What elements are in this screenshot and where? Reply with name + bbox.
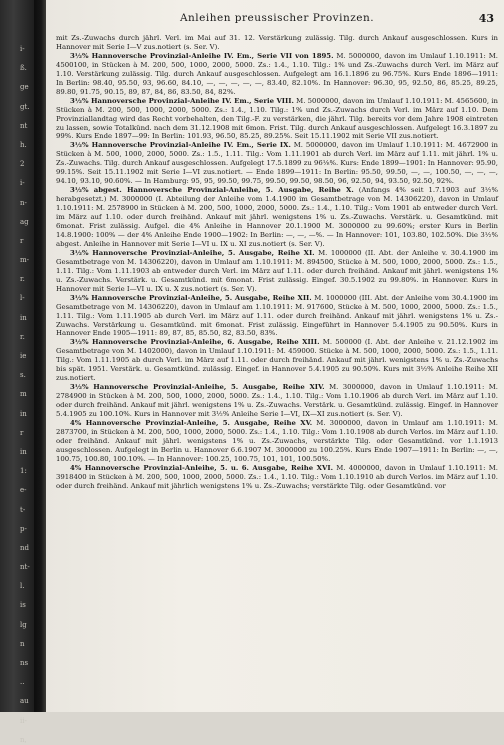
loan-entry [56, 97, 498, 142]
body-text [56, 34, 498, 712]
edge-fragment: in [20, 313, 27, 322]
loan-details: M. 5000000, davon im Umlauf 1.10.1911: M. 4672900 in Stücken à M. 500, 1000, 2000, 5000. Zs.: 1.5., 1.11. Tilg.: Vom 1.11.1901 ab durch Verl. im März auf 1.11. mit jährl. 1% u. Zs.-Zuwachs. Tilg. durch Ankauf ausgeschlossen. Aufgelegt 17.5.1899 zu 96⅛%. Kurs: Ende 1899—1901: In Hannover: 95.90, 99.15%. Seit 15.11.1902 mit Serie I—VI zus.notiert. — Ende 1899—1911: In Berlin: 95.50, 99.50, —, —, 100.50, —, —, —, 94.10, 93.10, 90.60%. — In Hamburg: 95, 95, 99.50, 99.75, 99.50, 99.50, 98.50, 96, 92.50, 94, 93.50, 92.50, 92%. [56, 141, 498, 186]
book-gutter [34, 0, 46, 712]
edge-fragment: l. [20, 582, 25, 591]
continuation-paragraph [56, 34, 498, 52]
edge-fragment: ns [20, 659, 29, 667]
edge-fragment: p- [20, 524, 27, 533]
loan-details: M. 500000 (I. Abt. der Anleihe v. 21.12.1902 im Gesamtbetrage von M. 1402000), davon in Umlauf 1.10.1911: M. 459000. Stücke à M. 500, 1000, 2000, 5000. Zs.: 1.5., 1.11. Tilg.: Vom 1.11.1905 ab durch Verl. im März auf 1.11. oder durch freihänd. Ankauf mit jährl. wenigstens 1% u. Zs.-Zuwachs bis spät. 1951. Verstärk. u. Gesamtkünd. zulässig. Eingef. in Hannover 5.4.1905 zu 90.50%. Kurs mit 3½% Anleihe Reihe XII zus.notiert. [56, 338, 498, 383]
page-number: 43 [478, 12, 494, 25]
edge-fragment: i- [20, 179, 25, 188]
edge-fragment: in [20, 447, 27, 456]
loan-heading: 3½% Hannoversche Provinzial-Anleihe, 5. Ausgabe, Reihe XI. [70, 248, 315, 257]
loan-heading: 3½% Hannoversche Provinzial-Anleihe, 5. Ausgabe, Reihe XII. [70, 293, 312, 302]
edge-fragment: in [20, 409, 27, 418]
edge-fragment: ii- [20, 716, 27, 725]
loan-entry [56, 464, 498, 491]
edge-fragment: e- [20, 486, 27, 495]
loan-details: M. 1000000 (III. Abt. der Anleihe vom 30.4.1900 im Gesamtbetrage von M. 14306220), davon in Umlauf am 1.10.1911: M. 917600, Stücke à M. 500, 1000, 2000, 5000. Zs.: 1.5., 1.11. Tilg.: Vom 1.11.1905 ab durch Verl. im März auf 1.11. oder durch freihänd. Ankauf mit jährl. wenigstens 1% u. Zs.-Zuwachs. Verstärkung u. Gesamtkünd. mit 6monat. Frist zulässig. Eingeführt in Hannover 5.4.1905 zu 90.50%. Kurs in Hannover Ende 1905—1911: 89, 87, 85, 85.50, 82, 83.50, 83%. [56, 293, 498, 338]
facing-page-edge-text [0, 0, 34, 744]
loan-heading: 4% Hannoversche Provinzial-Anleihe, 5. Ausgabe, Reihe XV. [70, 418, 313, 427]
edge-fragment: nt- [20, 563, 30, 572]
edge-fragment: m- [20, 256, 30, 265]
edge-fragment: nt [20, 121, 28, 130]
edge-fragment: is [20, 601, 26, 610]
loan-heading: 3½% Hannoversche Provinzial-Anleihe, 6. Ausgabe, Reihe XIII. [70, 338, 320, 347]
loan-details: M. 3000000, davon in Umlauf 1.10.1911: M. 2784900 in Stücken à M. 200, 500, 1000, 2000, 5000. Zs.: 1.4., 1.10. Tilg.: Vom 1.10.1906 ab durch Verl. im März auf 1.10. oder durch freihänd. Ankauf mit jährl. wenigstens 1% u. Zs.-Zuwachs. Verstärk. u. Gesamtkünd. zulässig. Eingef. in Hannover 5.4.1905 zu 100.10%. Kurs in Hannover mit 3½% Anleihe Serie I—VI, IX—XI zus.notiert (s. Ser. V). [56, 383, 498, 419]
loan-details: mit Zs.-Zuwachs durch jährl. Verl. im Mai auf 31. 12. Verstärkung zulässig. Tilg. durch Ankauf ausgeschlossen. Kurs in Hannover mit Serie I—V zus.notiert (s. Ser. V). [56, 34, 498, 51]
loan-entry [56, 338, 498, 383]
edge-fragment: lg [20, 620, 27, 629]
loan-details: M. 3000000, davon in Umlauf am 1.10.1911: M. 2873700, in Stücken à M. 200, 500, 1000, 2000, 5000. Zs.: 1.4., 1.10. Tilg.: Vom 1.10.1908 ab durch Verlos. im März auf 1.10. oder freihänd. Ankauf mit jährl. wenigstens 1% u. Zs.-Zuwachs, verstärkte Tilg. oder Gesamtkünd. vor 1.1.1913 ausgeschlossen. Aufgelegt in Berlin u. Hannover 6.6.1907 M. 3000000 zu 100.25%. Kurs Ende 1907—1911: In Berlin: —, —, 100.75, 100.80, 100.10%. — In Hannover: 100.25, 100.75, 101, 101, 100.50%. [56, 418, 498, 463]
edge-fragment: au [20, 697, 29, 706]
edge-fragment: ß. [20, 64, 27, 73]
loan-heading: 3½% Hannoversche Provinzial-Anleihe IV. Em., Serie VII von 1895. [70, 51, 334, 60]
loan-details: (Anfangs 4% seit 1.7.1903 auf 3½% herabgesetzt.) M. 3000000 (I. Abteilung der Anleihe vom 1.4.1900 im Gesamtbetrage von M. 14306220), davon in Umlauf 1.10.1911: M. 2578900 in Stücken à M. 200, 500, 1000, 2000, 5000. Zs.: 1.4., 1.10. Tilg.: Vom 1901 ab entweder durch Verl. im März auf 1.10. oder durch freihänd. Ankauf mit jährl. wenigstens 1% u. Zs.-Zuwachs. Verstärk. u. Gesamtkünd. mit 6monat. Frist zulässig. Aufgel. die 4% Anleihe in Hannover 20.1.1900 M. 3000000 zu 99.60%; erster Kurs in Berlin 14.8.1900: 100% — der 4% Anleihe Ende 1900—1902: In Berlin: —, —, —%. — In Hannover: 101, 103.80, 102.50%. Die 3½% abgest. Anleihe in Hannover mit Serie I—VI u. IX u. XI zus.notiert (s. Ser. V). [56, 186, 498, 248]
edge-fragment: m [20, 390, 27, 399]
edge-fragment: s. [20, 371, 26, 380]
loan-heading: 3½% Hannoversche Provinzial-Anleihe IV. Em., Serie VIII. [70, 96, 294, 105]
running-head [58, 12, 496, 26]
edge-fragment: h. [20, 140, 27, 149]
edge-fragment: n- [20, 198, 27, 207]
loan-entry [56, 52, 498, 97]
edge-fragment: r [20, 236, 24, 245]
edge-fragment: t- [20, 505, 26, 514]
loan-entry [56, 141, 498, 186]
loan-heading: 3½% Hannoversche Provinzial-Anleihe, 5. Ausgabe, Reihe XIV. [70, 383, 325, 392]
edge-fragment: 2 [20, 160, 25, 169]
loan-details: M. 5000000, davon im Umlauf 1.10.1911: M. 4500100, in Stücken à M. 200, 500, 1000, 2000, 5000. Zs.: 1.4., 1.10. Tilg.: 1% und Zs.-Zuwachs durch Verl. im März auf 1.10. Verstärkung zulässig. Tilg. durch Ankauf ausgeschlossen. Aufgelegt am 16.1.1896 zu 96.75%. Kurs Ende 1896—1911: In Berlin: 98.40, 95.50, 93, 96.60, 84.10, —, —, —, —, —, 83.40, 82.10%. In Hannover: 96.30, 95, 92.50, 86, 85.25, 89.25, 89.80, 91.75, 90.15, 89, 87, 84, 86, 83.50, 84, 82%. [56, 51, 499, 96]
edge-fragment: r. [20, 275, 25, 284]
edge-fragment: r [20, 428, 24, 437]
loan-entry [56, 383, 498, 419]
loan-entry [56, 186, 498, 249]
edge-fragment: ge [20, 83, 29, 92]
loan-details: M. 1000000 (II. Abt. der Anleihe v. 30.4.1900 im Gesamtbetrage von M. 14306220), davon in Umlauf am 1.10.1911: M. 894500, Stücke à M. 500, 1000, 2000, 5000. Zs.: 1.5., 1.11. Tilg.: Vom 1.11.1903 ab entweder durch Verl. im März auf 1.11. oder durch freihänd. Ankauf mit jährl. wenigstens 1% u. Zs.-Zuwachs. Verstärk. u. Gesamtkünd. mit 6monat. Frist zulässig. Eingef. 30.5.1902 zu 99.80%. in Hannover. Kurs in Hannover mit Serie I—VI u. IX u. X zus.notiert (s. Ser. V). [56, 248, 498, 293]
loan-heading: 3½% Hannoversche Provinzial-Anleihe IV. Em., Serie IX. [70, 141, 291, 150]
loan-heading: 3½% abgest. Hannoversche Provinzial-Anleihe, 5. Ausgabe, Reihe X. [70, 186, 354, 195]
edge-fragment: ie [20, 352, 27, 360]
edge-fragment: nd [20, 543, 29, 552]
edge-fragment: gt. [20, 102, 30, 111]
header-title: Anleihen preussischer Provinzen. [179, 12, 375, 24]
edge-fragment: 1: [20, 467, 27, 476]
loan-entry [56, 294, 498, 339]
loan-entry [56, 419, 498, 464]
loan-heading: 4% Hannoversche Provinzial-Anleihe, 5. u. 6. Ausgabe, Reihe XVI. [70, 463, 333, 472]
edge-fragment: r. [20, 332, 25, 341]
edge-fragment: l- [20, 294, 25, 303]
edge-fragment: i- [20, 45, 25, 53]
edge-fragment: n [20, 639, 25, 648]
loan-details: M. 5000000, davon im Umlauf 1.10.1911: M. 4565600, in Stücken à M. 200, 500, 1000, 2000, 5000. Zs.: 1.4., 1.10. Tilg.: 1% und Zs.-Zuwachs durch Verl. im März auf 1.10. Dem Provinziallandtag wird das Recht vorbehalten, den Tilg.-F. zu verstärken, die jährl. Tilg. bereits vor dem Jahre 1908 eintreten zu lassen, sowie Totalkünd. nach dem 31.12.1908 mit 6mon. Frist. Tilg. durch Ankauf ausgeschlossen. Aufgelegt 16.3.1897 zu 99%. Kurs Ende 1897—99: In Berlin: 101.93, 96.50, 85.25, 89.25%. Seit 15.11.1902 mit Serie VII zus.notiert. [56, 96, 498, 141]
edge-fragment: n, [20, 735, 27, 744]
edge-fragment: .. [20, 678, 25, 687]
loan-entry [56, 249, 498, 294]
book-page [46, 0, 504, 712]
edge-fragment: ag [20, 217, 29, 226]
loan-details: M. 4000000, davon in Umlauf 1.10.1911: M. 3918400 in Stücken à M. 200, 500, 1000, 2000, 5000. Zs.: 1.4., 1.10. Tilg.: Vom 1.10.1910 ab durch Verlos. im März auf 1.10. oder durch freihänd. Ankauf mit jährlich wenigstens 1% u. Zs.-Zuwachs; verstärkte Tilg. oder Gesamtkünd. vor [56, 463, 498, 490]
